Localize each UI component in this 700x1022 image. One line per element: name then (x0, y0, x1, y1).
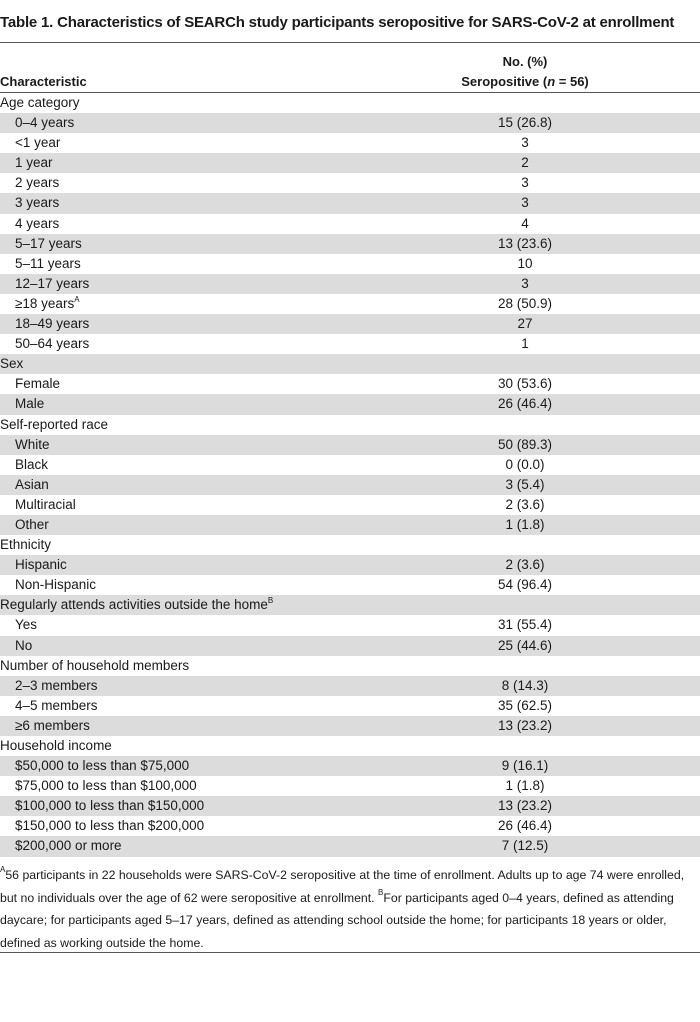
row-label (15, 214, 59, 234)
header-characteristic: Characteristic (0, 74, 87, 89)
table-row (0, 214, 700, 234)
row-label (0, 354, 23, 374)
footnote-b-mark: B (378, 887, 384, 897)
table-header (0, 50, 700, 93)
row-label-text: Self-reported race (0, 416, 109, 432)
footnote-b-text: For participants aged 0–4 years, defined as attending daycare; for participants aged 5–17 years, defined as attending school outside the home; for participants 18 years or older, defined as working outside the home. (0, 890, 674, 950)
row-label (15, 575, 96, 595)
row-value: 25 (44.6) (497, 637, 553, 653)
row-label-text: Other (15, 516, 49, 532)
row-label-text: 12–17 years (15, 275, 90, 291)
row-label-text: Non-Hispanic (15, 577, 97, 593)
row-value: 1 (1.8) (505, 778, 545, 794)
row-label-text: 2 years (15, 175, 60, 191)
row-label (15, 334, 89, 354)
table-section-row (0, 736, 700, 756)
row-label-text: Multiracial (15, 496, 76, 512)
row-label-text: $150,000 to less than $200,000 (15, 818, 205, 834)
row-label (15, 274, 89, 294)
table-section-row (0, 354, 700, 374)
row-label-text: Ethnicity (0, 537, 52, 553)
row-label-text: $50,000 to less than $75,000 (15, 758, 190, 774)
row-label (15, 173, 59, 193)
row-label (15, 394, 44, 414)
row-label (0, 656, 189, 676)
row-label (15, 796, 204, 816)
row-label-text: $100,000 to less than $150,000 (15, 798, 205, 814)
table-row (0, 374, 700, 394)
table-row (0, 455, 700, 475)
table-section-row (0, 595, 700, 615)
row-value: 1 (521, 336, 529, 352)
row-label-text: Black (15, 456, 49, 472)
header-seropositive-n: n (547, 74, 556, 89)
row-label (15, 133, 60, 153)
row-label (15, 475, 49, 495)
row-label (15, 254, 81, 274)
row-label-text: ≥18 years (15, 295, 75, 311)
row-label-text: 5–17 years (15, 235, 82, 251)
top-rule (0, 42, 700, 43)
row-value: 26 (46.4) (497, 818, 553, 834)
row-label-text: Number of household members (0, 657, 190, 673)
table-row (0, 756, 700, 776)
row-value: 50 (89.3) (497, 436, 553, 452)
row-label (15, 836, 122, 856)
row-label-text: 50–64 years (15, 336, 90, 352)
table-row (0, 153, 700, 173)
row-value: 10 (517, 255, 533, 271)
table-row (0, 274, 700, 294)
row-label (0, 736, 112, 756)
row-value: 13 (23.6) (497, 235, 553, 251)
row-label-text: Regularly attends activities outside the home (0, 597, 268, 613)
table-row (0, 836, 700, 856)
row-label-text: No (15, 637, 33, 653)
row-label (15, 495, 76, 515)
table-row (0, 676, 700, 696)
row-label-text: Hispanic (15, 557, 67, 573)
table-row (0, 394, 700, 414)
row-value: 54 (96.4) (497, 577, 553, 593)
row-label (15, 193, 59, 213)
row-label-text: Household income (0, 738, 112, 753)
row-label (15, 374, 60, 394)
table-row (0, 796, 700, 816)
row-label-text: 2–3 members (15, 677, 98, 693)
bottom-rule (0, 952, 700, 953)
row-value: 8 (14.3) (501, 677, 549, 693)
table-row (0, 475, 700, 495)
footnote-a-mark: A (0, 865, 6, 874)
table-row (0, 776, 700, 796)
row-value: 3 (5.4) (505, 476, 545, 492)
table-row (0, 234, 700, 254)
row-label (15, 636, 32, 656)
row-label (0, 535, 51, 555)
row-label (0, 595, 273, 615)
row-value: 35 (62.5) (497, 697, 553, 713)
table-section-row (0, 93, 700, 113)
row-label (15, 756, 189, 776)
table-row (0, 193, 700, 213)
row-label-text: Asian (15, 476, 49, 492)
row-label (15, 716, 90, 736)
table-row (0, 254, 700, 274)
row-value: 4 (521, 215, 529, 231)
row-label-text: 5–11 years (15, 255, 81, 271)
row-label-text: White (15, 436, 50, 452)
row-value: 2 (3.6) (505, 557, 545, 573)
table-row (0, 294, 700, 314)
row-value: 9 (16.1) (501, 758, 549, 774)
table-row (0, 615, 700, 635)
header-seropositive-pre: Seropositive ( (461, 74, 548, 89)
row-label-text: ≥6 members (15, 717, 90, 733)
row-value: 3 (521, 135, 529, 151)
row-label (15, 515, 49, 535)
row-label-text: Female (15, 376, 61, 392)
row-label-text: 4–5 members (15, 697, 98, 713)
row-label (0, 415, 108, 435)
row-value: 13 (23.2) (497, 798, 553, 814)
row-label (15, 776, 197, 796)
footnote-marker: A (74, 294, 80, 304)
table-row (0, 515, 700, 535)
row-value: 2 (521, 155, 529, 171)
footnote-a-text: 56 participants in 22 households were SARS-CoV-2 seropositive at the time of enrollment. Adults up to age 74 were enrolled, but no individuals over the age of 62 were seropositive at enrollment. (0, 868, 685, 905)
table-section-row (0, 656, 700, 676)
table-row (0, 716, 700, 736)
table-section-row (0, 415, 700, 435)
row-label (15, 113, 74, 133)
row-label-text: 1 year (15, 155, 53, 171)
row-label-text: Yes (15, 617, 38, 633)
row-value: 15 (26.8) (497, 115, 553, 131)
row-label-text: <1 year (15, 135, 61, 151)
table-section-row (0, 535, 700, 555)
row-label (15, 294, 80, 314)
row-value: 28 (50.9) (497, 295, 553, 311)
header-no-percent: No. (%) (502, 54, 548, 69)
row-value: 0 (0.0) (505, 456, 545, 472)
table-row (0, 133, 700, 153)
row-value: 3 (521, 195, 529, 211)
row-label-text: Sex (0, 356, 24, 372)
row-value: 26 (46.4) (497, 396, 553, 412)
header-seropositive-post: = 56) (555, 74, 589, 89)
footnote-marker: B (267, 596, 274, 606)
table-row (0, 113, 700, 133)
footnote (0, 864, 700, 954)
table-row (0, 555, 700, 575)
row-label (15, 314, 89, 334)
row-label (15, 696, 98, 716)
row-value: 1 (1.8) (505, 516, 545, 532)
row-value: 13 (23.2) (497, 717, 553, 733)
row-value: 7 (12.5) (501, 838, 549, 854)
table-row (0, 575, 700, 595)
table-row (0, 334, 700, 354)
table-body (0, 93, 700, 857)
row-label (0, 93, 80, 113)
table-title: Table 1. Characteristics of SEARCh study participants seropositive for SARS-CoV-2 at enrollment (0, 14, 675, 31)
row-label (15, 455, 48, 475)
row-label-text: $75,000 to less than $100,000 (15, 778, 197, 794)
table-row (0, 636, 700, 656)
table-row (0, 696, 700, 716)
row-label-text: 18–49 years (15, 316, 90, 332)
row-label-text: $200,000 or more (15, 838, 122, 854)
row-value: 30 (53.6) (497, 376, 553, 392)
row-label (15, 615, 37, 635)
row-label-text: 3 years (15, 195, 60, 211)
row-value: 3 (521, 275, 529, 291)
row-value: 3 (521, 175, 529, 191)
row-label (15, 555, 67, 575)
header-seropositive (350, 74, 700, 89)
row-value: 2 (3.6) (505, 496, 545, 512)
row-label-text: Age category (0, 95, 80, 110)
row-label (15, 234, 82, 254)
table-row (0, 816, 700, 836)
row-label-text: Male (15, 396, 45, 412)
row-label (15, 676, 98, 696)
row-value: 27 (517, 316, 533, 332)
row-label (15, 153, 53, 173)
row-label-text: 4 years (15, 215, 60, 231)
table-row (0, 314, 700, 334)
table-row (0, 435, 700, 455)
row-value: 31 (55.4) (497, 617, 553, 633)
row-label (15, 435, 50, 455)
row-label (15, 816, 204, 836)
table-row (0, 495, 700, 515)
row-label-text: 0–4 years (15, 115, 75, 131)
table-row (0, 173, 700, 193)
